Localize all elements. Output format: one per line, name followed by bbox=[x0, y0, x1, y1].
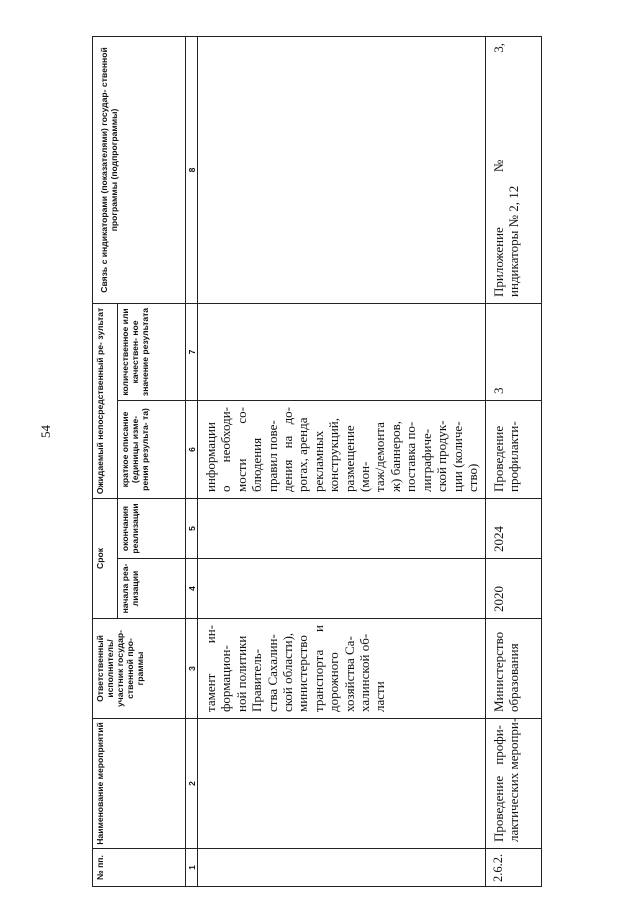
header-expected-quant: количественное или качествен- ное значение результата bbox=[118, 303, 186, 400]
text-line: ской продук- bbox=[434, 420, 450, 492]
text-line: ж) баннеров, bbox=[387, 420, 403, 492]
cell-empty bbox=[198, 498, 486, 558]
col-number: 2 bbox=[186, 719, 198, 849]
cell-empty bbox=[198, 559, 486, 619]
text-line: профилакти- bbox=[506, 421, 522, 492]
col-number: 3 bbox=[186, 619, 198, 719]
text-line: Министерство bbox=[491, 631, 506, 712]
cell-end-year: 2024 bbox=[486, 498, 542, 558]
text-line: Проведение профи- bbox=[491, 725, 506, 842]
column-number-row bbox=[186, 36, 198, 886]
text-line: лактических меропри- bbox=[506, 717, 522, 842]
text-line: дения на до- bbox=[280, 406, 296, 492]
cell-empty bbox=[198, 36, 486, 303]
cell-executor-continued bbox=[198, 619, 486, 719]
cell-quant: 3 bbox=[486, 303, 542, 400]
col-number: 1 bbox=[186, 849, 198, 887]
cell-empty bbox=[198, 719, 486, 849]
table-row-continuation bbox=[198, 36, 486, 886]
header-name: Наименование мероприятий bbox=[93, 719, 186, 849]
page-number: 54 bbox=[38, 425, 53, 438]
cell-activity-name bbox=[486, 719, 542, 849]
table-row-2-6-2 bbox=[486, 36, 542, 886]
rotated-table-scan bbox=[92, 37, 628, 887]
text-line: ции (количе- bbox=[449, 421, 465, 492]
header-no: № пп. bbox=[93, 849, 186, 887]
col-number: 8 bbox=[186, 36, 198, 303]
text-line: блюдения bbox=[249, 437, 265, 492]
text-line: информации bbox=[203, 422, 218, 492]
text-line: лиграфиче- bbox=[418, 428, 434, 492]
text-line: рогах, аренда bbox=[295, 417, 311, 492]
text-line: министерство bbox=[295, 635, 311, 712]
activities-table bbox=[92, 36, 542, 887]
text-line: ной политики bbox=[233, 635, 249, 712]
cell-link bbox=[486, 36, 542, 303]
text-line: дорожного bbox=[326, 652, 342, 712]
text-line: хозяйства Са- bbox=[341, 636, 357, 712]
text-line: размещение bbox=[341, 425, 357, 492]
text-line: мости со- bbox=[233, 406, 249, 492]
header-term-end: окончания реализации bbox=[118, 498, 186, 558]
text-line: ство) bbox=[464, 463, 480, 492]
header-executor: Ответственный исполнитель/ участник государ- ственной про- граммы bbox=[93, 619, 186, 719]
cell-brief bbox=[486, 400, 542, 498]
text-line: ласти bbox=[372, 681, 388, 712]
text-line: ской области), bbox=[280, 632, 296, 712]
text-line: индикаторы № 2, 12 bbox=[506, 185, 522, 297]
text-line: Приложение № 3, bbox=[491, 42, 506, 297]
text-line: Проведение bbox=[491, 425, 506, 492]
header-term-start: начала реа- лизации bbox=[118, 559, 186, 619]
text-line: таж/демонта bbox=[372, 422, 388, 492]
header-expected: Ожидаемый непосредственный ре- зультат bbox=[93, 303, 118, 498]
cell-executor bbox=[486, 619, 542, 719]
text-line: рекламных bbox=[310, 430, 326, 492]
cell-brief-continued bbox=[198, 400, 486, 498]
text-line: ства Сахалин- bbox=[264, 634, 280, 712]
text-line: конструкций, bbox=[326, 417, 342, 492]
text-line: тамент ин- bbox=[203, 625, 218, 712]
text-line: транспорта и bbox=[310, 625, 326, 712]
text-line: поставка по- bbox=[403, 421, 419, 492]
text-line: формацион- bbox=[218, 645, 234, 712]
col-number: 4 bbox=[186, 559, 198, 619]
header-link: Связь с индикаторами (показателями) государ- ственной программы (подпрограммы) bbox=[93, 36, 186, 303]
text-line: (мон- bbox=[357, 461, 373, 492]
text-line: образования bbox=[506, 643, 522, 712]
cell-start-year: 2020 bbox=[486, 559, 542, 619]
cell-empty bbox=[198, 303, 486, 400]
col-number: 7 bbox=[186, 303, 198, 400]
header-expected-brief: краткое описание (единицы изме- рения результа- та) bbox=[118, 400, 186, 498]
col-number: 6 bbox=[186, 400, 198, 498]
cell-row-number: 2.6.2. bbox=[486, 849, 542, 887]
header-term: Срок bbox=[93, 498, 118, 618]
text-line: о необходи- bbox=[218, 406, 234, 492]
text-line: Правитель- bbox=[249, 649, 265, 712]
text-line: правил пове- bbox=[264, 420, 280, 492]
col-number: 5 bbox=[186, 498, 198, 558]
cell-empty bbox=[198, 849, 486, 887]
text-line: халинской об- bbox=[357, 633, 373, 712]
